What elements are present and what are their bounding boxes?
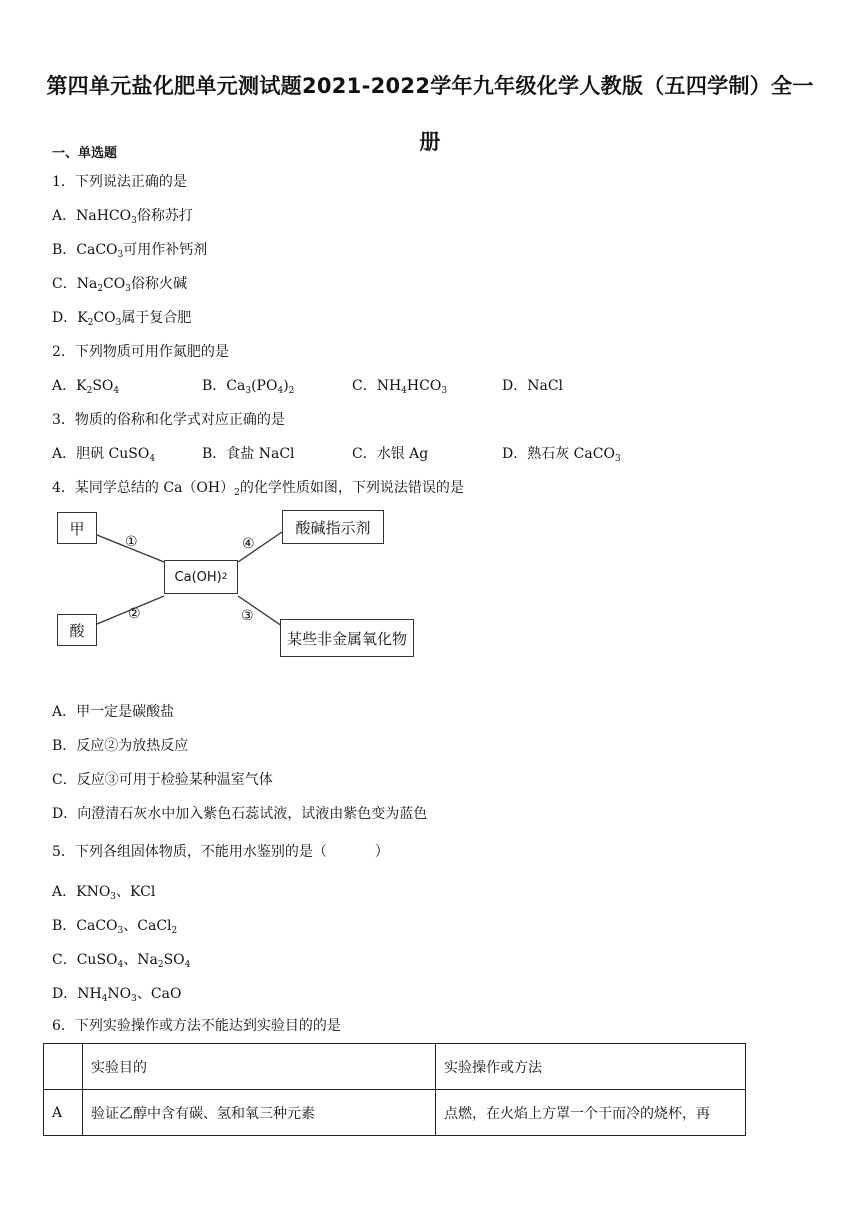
question-3-option-b: B．食盐 NaCl: [202, 446, 295, 462]
question-5-option-a: A．$KNO_3$、KCl: [52, 884, 156, 902]
question-5-option-c: C．CuSO$_4$、$Na_2SO_4$: [52, 952, 191, 970]
question-1-stem: 1．下列说法正确的是: [52, 174, 187, 190]
table-header-cell: [44, 1044, 83, 1090]
table-header-cell: 实验操作或方法: [436, 1044, 746, 1090]
caoh2-properties-diagram: [52, 502, 432, 670]
diagram-label-4: ④: [242, 536, 255, 552]
question-2-option-d: D．NaCl: [502, 378, 564, 394]
question-2-stem: 2．下列物质可用作氮肥的是: [52, 344, 229, 360]
diagram-box-center: Ca(OH) 2: [164, 560, 238, 594]
table-row: [44, 1090, 746, 1136]
section-heading: 一、单选题: [52, 146, 118, 161]
table-header-cell: 实验目的: [83, 1044, 436, 1090]
diagram-box-nonmetal-oxide: 某些非金属氧化物: [280, 619, 414, 657]
question-3-option-c: C．水银 Ag: [352, 446, 429, 462]
question-5-stem: 5．下列各组固体物质，不能用水鉴别的是（ ）: [52, 844, 389, 860]
diagram-box-indicator: 酸碱指示剂: [282, 510, 384, 544]
table-cell: A: [44, 1090, 83, 1136]
question-3-option-a: A．胆矾 CuSO$_4$: [52, 446, 156, 464]
diagram-box-jia: 甲: [57, 512, 97, 544]
question-2-option-a: A．$K_2SO_4$: [52, 378, 120, 396]
question-1-option-c: C．$Na_2CO_3$俗称火碱: [52, 276, 187, 294]
question-3-stem: 3．物质的俗称和化学式对应正确的是: [52, 412, 285, 428]
question-4-stem: 4．某同学总结的 $Ca(OH)_2$的化学性质如图，下列说法错误的是: [52, 480, 464, 498]
question-1-option-b: B．CaCO$_3$可用作补钙剂: [52, 242, 208, 260]
question-6-stem: 6．下列实验操作或方法不能达到实验目的的是: [52, 1018, 341, 1034]
table-cell: 验证乙醇中含有碳、氢和氧三种元素: [83, 1090, 436, 1136]
diagram-box-acid: 酸: [57, 614, 97, 646]
question-4-option-a: A．甲一定是碳酸盐: [52, 704, 175, 720]
question-2-option-b: B．$Ca_3(PO_4)_2$: [202, 378, 295, 396]
question-4-option-d: D．向澄清石灰水中加入紫色石蕊试液，试液由紫色变为蓝色: [52, 806, 428, 822]
question-4-option-c: C．反应③可用于检验某种温室气体: [52, 772, 273, 788]
question-1-option-a: A．NaHCO$_3$俗称苏打: [52, 208, 193, 226]
diagram-label-1: ①: [125, 534, 138, 550]
question-1-option-d: D．$K_2CO_3$属于复合肥: [52, 310, 192, 328]
question-3-option-d: D．熟石灰 CaCO$_3$: [502, 446, 621, 464]
table-header-row: [44, 1044, 746, 1090]
diagram-label-3: ③: [241, 608, 254, 624]
table-cell: 点燃，在火焰上方罩一个干而冷的烧杯，再: [436, 1090, 746, 1136]
question-4-option-b: B．反应②为放热反应: [52, 738, 189, 754]
page-title: 第四单元盐化肥单元测试题2021-2022学年九年级化学人教版（五四学制）全一册: [46, 74, 814, 154]
question-5-option-b: B．CaCO$_3$、CaCl$_2$: [52, 918, 178, 936]
diagram-label-2: ②: [128, 606, 141, 622]
question-6-table: [43, 1043, 746, 1136]
question-2-option-c: C．$NH_4HCO_3$: [352, 378, 448, 396]
question-5-option-d: D．$NH_4NO_3$、CaO: [52, 986, 182, 1004]
